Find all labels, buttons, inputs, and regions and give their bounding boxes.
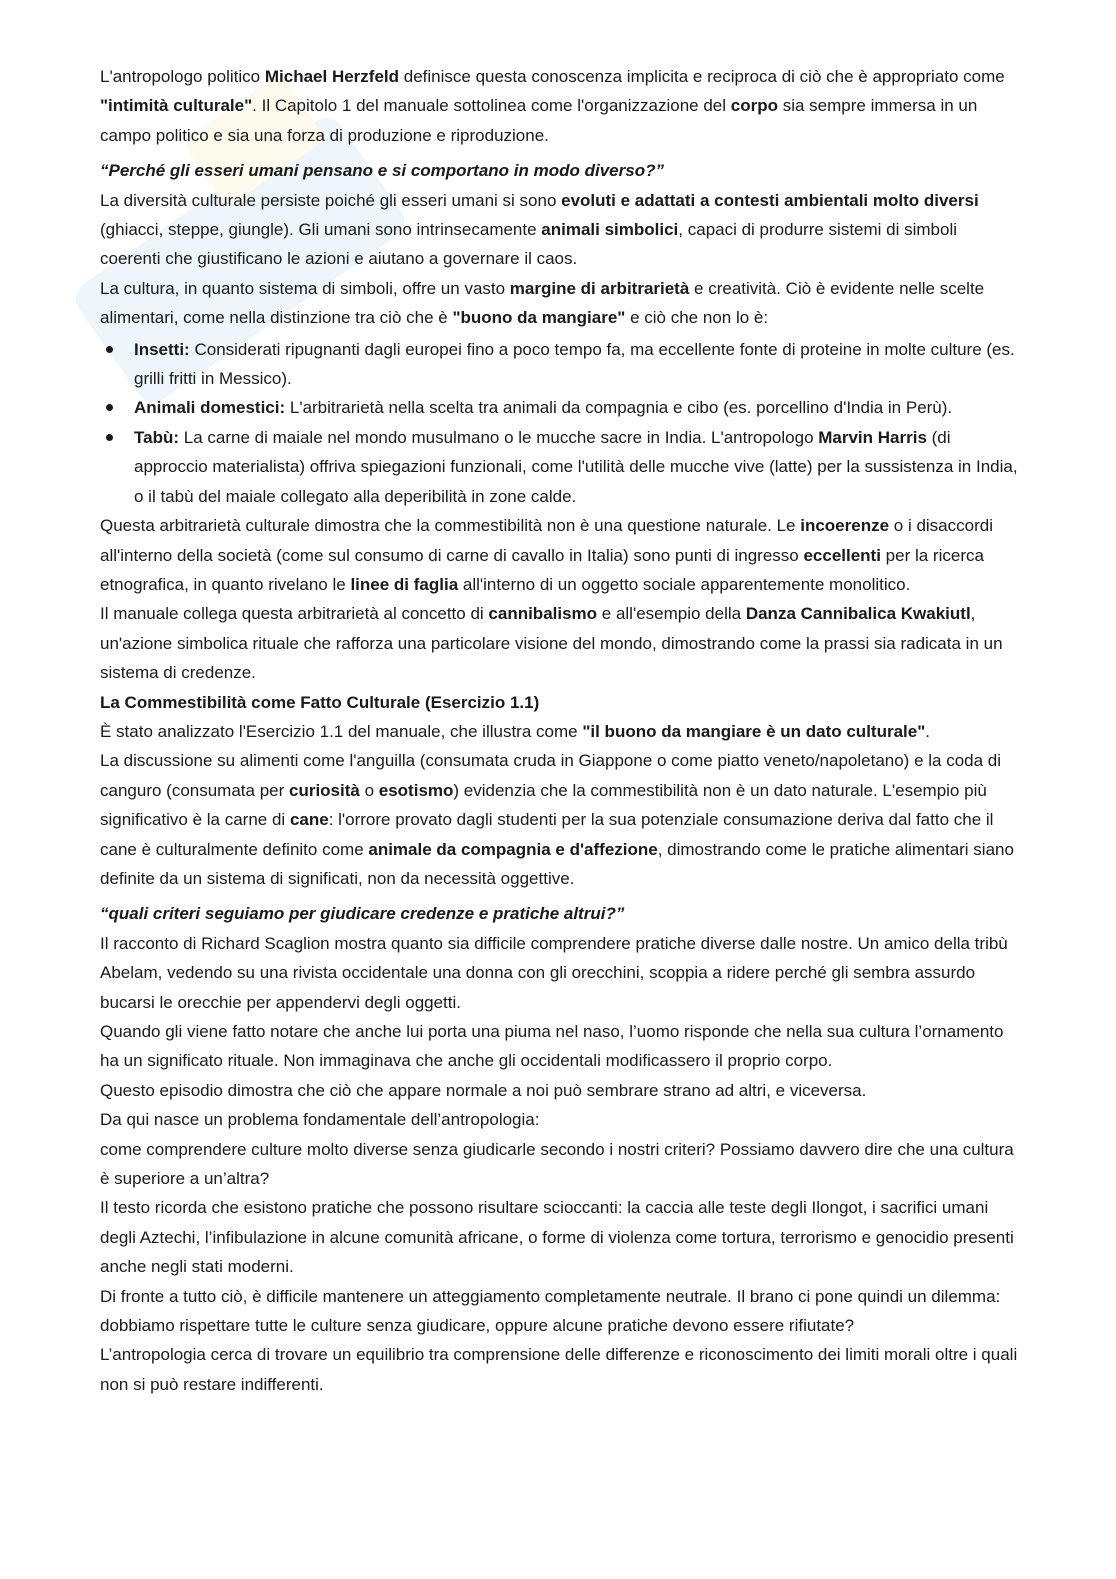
paragraph-dilemma: Di fronte a tutto ciò, è difficile mantenere un atteggiamento completamente neutrale. Il brano ci pone quindi un dilemma: dobbiamo rispettare tutte le culture senza giudicare, oppure alcune pratiche devono essere rifiutate? [100,1286,1001,1336]
bold-term: Insetti: [134,339,190,359]
bold-term: Marvin Harris [818,427,927,447]
paragraph-equilibrio: L’antropologia cerca di trovare un equilibrio tra comprensione delle differenze e riconoscimento dei limiti morali oltre i quali non si può restare indifferenti. [100,1345,1018,1394]
paragraph-cannibalismo: Il manuale collega questa arbitrarietà al concetto di cannibalismo e all'esempio della Danza Cannibalica Kwakiutl, un'azione simbolica rituale che rafforza una particolare visione del mondo, dimostrando come la prassi sia radicata in un sistema di credenze. [100,604,1003,683]
bold-term: Tabù: [134,427,180,447]
bold-term: cane [289,810,329,830]
paragraph-domanda: come comprendere culture molto diverse senza giudicarle secondo i nostri criteri? Possiamo davvero dire che una cultura è superiore a un’altra? [100,1139,1014,1189]
paragraph-diversita-culturale: La diversità culturale persiste poiché gli esseri umani si sono evoluti e adattati a contesti ambientali molto diversi (ghiacci, steppe, giungle). Gli umani sono intrinsecamente animali simbolici, capaci di produrre sistemi di simboli coerenti che giustificano le azioni e aiutano a governare il caos. [100,190,979,269]
paragraph-esercizio: È stato analizzato l'Esercizio 1.1 del manuale, che illustra come "il buono da mangiare è un dato culturale". [100,721,931,741]
paragraph-piuma: Quando gli viene fatto notare che anche lui porta una piuma nel naso, l’uomo risponde che nella sua cultura l’ornamento ha un significato rituale. Non immaginava che anche gli occidentali modificassero il proprio corpo. [100,1022,1004,1071]
paragraph-episodio: Questo episodio dimostra che ciò che appare normale a noi può sembrare strano ad altri, e viceversa. [100,1080,867,1100]
bold-term: Animali domestici: [134,398,286,418]
section-heading-esercizio: La Commestibilità come Fatto Culturale (Esercizio 1.1) [100,692,540,712]
bold-term: cannibalismo [488,604,598,624]
question-heading-diversita: “Perché gli esseri umani pensano e si comportano in modo diverso?” [100,161,664,181]
paragraph-anguilla-canguro: La discussione su alimenti come l'anguilla (consumata cruda in Giappone o come piatto veneto/napoletano) e la coda di canguro (consumata per curiosità o esotismo) evidenzia che la commestibilità non è un dato naturale. L'esempio più significativo è la carne di cane: l'orrore provato dagli studenti per la sua potenziale consumazione deriva dal fatto che il cane è culturalmente definito come animale da compagnia e d'affezione, dimostrando come le pratiche alimentari siano definite da un sistema di significati, non da necessità oggettive. [100,751,1014,888]
bold-term: "buono da mangiare" [452,308,626,328]
paragraph-arbitrarieta: La cultura, in quanto sistema di simboli, offre un vasto margine di arbitrarietà e creatività. Ciò è evidente nelle scelte alimentari, come nella distinzione tra ciò che è "buono da mangiare" e ciò che non lo è: [100,278,985,328]
bold-term: "intimità culturale" [100,96,253,116]
document-body [100,62,1018,1399]
bold-term: corpo [730,96,778,116]
question-heading-criteri: “quali criteri seguiamo per giudicare credenze e pratiche altrui?” [100,904,625,924]
bold-term: evoluti e adattati a contesti ambientali molto diversi [561,190,979,210]
bold-term: Michael Herzfeld [264,67,400,86]
bold-term: curiosità [289,780,360,800]
bullet-icon [106,404,113,411]
bold-term: margine di arbitrarietà [509,278,690,298]
paragraph-scaglion: Il racconto di Richard Scaglion mostra quanto sia difficile comprendere pratiche diverse dalle nostre. Un amico della tribù Abelam, vedendo su una rivista occidentale una donna con gli orecchini, scoppia a ridere perché gli sembra assurdo bucarsi le orecchie per appendervi degli oggetti. [100,933,1008,1012]
list-item-text: Animali domestici: L'arbitrarietà nella scelta tra animali da compagnia e cibo (es. porcellino d'India in Perù). [134,398,953,418]
list-item-text: Insetti: Considerati ripugnanti dagli europei fino a poco tempo fa, ma eccellente fonte di proteine in molte culture (es. grilli fritti in Messico). [134,339,1015,389]
paragraph-pratiche-scioccanti: Il testo ricorda che esistono pratiche che possono risultare scioccanti: la caccia alle teste degli Ilongot, i sacrifici umani degli Aztechi, l’infibulazione in alcune comunità africane, o forme di violenza come tortura, terrorismo e genocidio presenti anche negli stati moderni. [100,1198,1014,1277]
list-item-animali-domestici [100,393,1018,422]
list-item-tabu [100,423,1018,511]
bold-term: esotismo [378,780,454,800]
bold-term: Danza Cannibalica Kwakiutl [745,604,971,624]
bold-term: linee di faglia [350,574,459,594]
food-examples-list [100,335,1018,511]
paragraph-problema: Da qui nasce un problema fondamentale dell’antropologia: [100,1110,540,1130]
bullet-icon [106,434,113,441]
list-item-insetti [100,335,1018,394]
bold-term: incoerenze [800,516,890,536]
list-item-text: Tabù: La carne di maiale nel mondo musulmano o le mucche sacre in India. L'antropologo Marvin Harris (di approccio materialista) offriva spiegazioni funzionali, come l'utilità delle mucche vive (latte) per la sussistenza in India, o il tabù del maiale collegato alla deperibilità in zone calde. [134,427,1018,506]
bold-term: animale da compagnia e d'affezione [368,839,658,859]
bold-term: "il buono da mangiare è un dato culturale" [582,721,926,741]
bold-term: eccellenti [803,545,881,565]
paragraph-commestibilita: Questa arbitrarietà culturale dimostra che la commestibilità non è una questione naturale. Le incoerenze o i disaccordi all'interno della società (come sul consumo di carne di cavallo in Italia) sono punti di ingresso eccellenti per la ricerca etnografica, in quanto rivelano le linee di faglia all'interno di un oggetto sociale apparentemente monolitico. [100,516,993,594]
bullet-icon [106,346,113,353]
paragraph-intimita-culturale: L'antropologo politico Michael Herzfeld definisce questa conoscenza implicita e reciproca di ciò che è appropriato come "intimità culturale". Il Capitolo 1 del manuale sottolinea come l'organizzazione del corpo sia sempre immersa in un campo politico e sia una forza di produzione e riproduzione. [100,67,1005,145]
bold-term: animali simbolici [541,220,679,240]
